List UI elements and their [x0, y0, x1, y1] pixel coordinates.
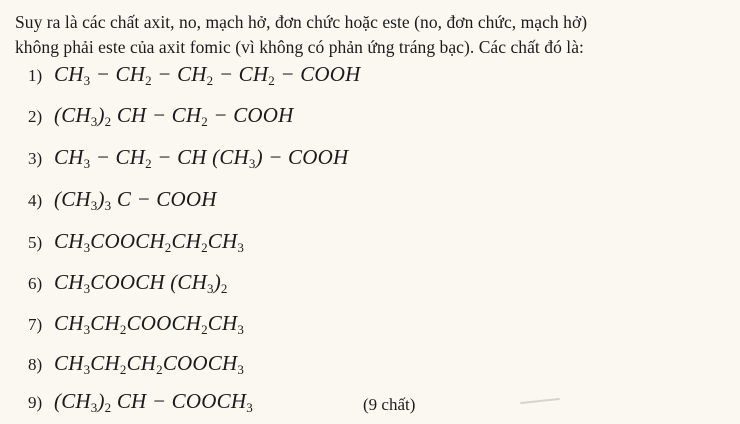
intro-line-1: Suy ra là các chất axit, no, mạch hở, đơn chức hoặc este (no, đơn chức, mạch hở)	[15, 12, 588, 32]
list-item	[28, 145, 348, 175]
item-number: 3)	[28, 149, 43, 168]
item-number: 9)	[28, 393, 43, 412]
chemical-formula: $CH_3 - CH_2$ − CH $(CH_3)$ − COOH	[54, 145, 349, 171]
chemical-formula: $(CH_3)_2$ CH − $COOCH_3$	[54, 389, 253, 415]
chemical-formula: $(CH_3)_2$ CH − $CH_2$ − COOH	[54, 103, 294, 129]
count-note: (9 chất)	[363, 395, 416, 414]
chemical-formula: $(CH_3)_3$ C − COOH	[54, 187, 217, 213]
list-item	[28, 351, 244, 381]
chemical-formula: $CH_3CH_2CH_2COOCH_3$	[54, 351, 245, 377]
formula-list	[28, 0, 728, 424]
chemical-formula: $CH_3CH_2COOCH_2CH_3$	[54, 311, 245, 337]
list-item	[28, 229, 244, 259]
list-item	[28, 103, 294, 133]
list-item	[28, 389, 253, 419]
list-item	[28, 187, 217, 217]
list-item	[28, 62, 361, 92]
item-number: 7)	[28, 315, 43, 334]
item-number: 8)	[28, 355, 43, 374]
list-item	[28, 311, 244, 341]
list-item	[28, 270, 228, 300]
chemical-formula: $CH_3 - CH_2 - CH_2 - CH_2$ − COOH	[54, 62, 361, 88]
item-number: 1)	[28, 66, 43, 85]
item-number: 4)	[28, 191, 43, 210]
item-number: 2)	[28, 107, 43, 126]
chemical-formula: $CH_3COOCH_2CH_2CH_3$	[54, 229, 245, 255]
intro-line-2: không phải este của axit fomic (vì không có phản ứng tráng bạc). Các chất đó là:	[15, 37, 584, 57]
chemical-formula: $CH_3COOCH$ $(CH_3)_2$	[54, 270, 228, 296]
item-number: 5)	[28, 233, 43, 252]
item-number: 6)	[28, 274, 43, 293]
